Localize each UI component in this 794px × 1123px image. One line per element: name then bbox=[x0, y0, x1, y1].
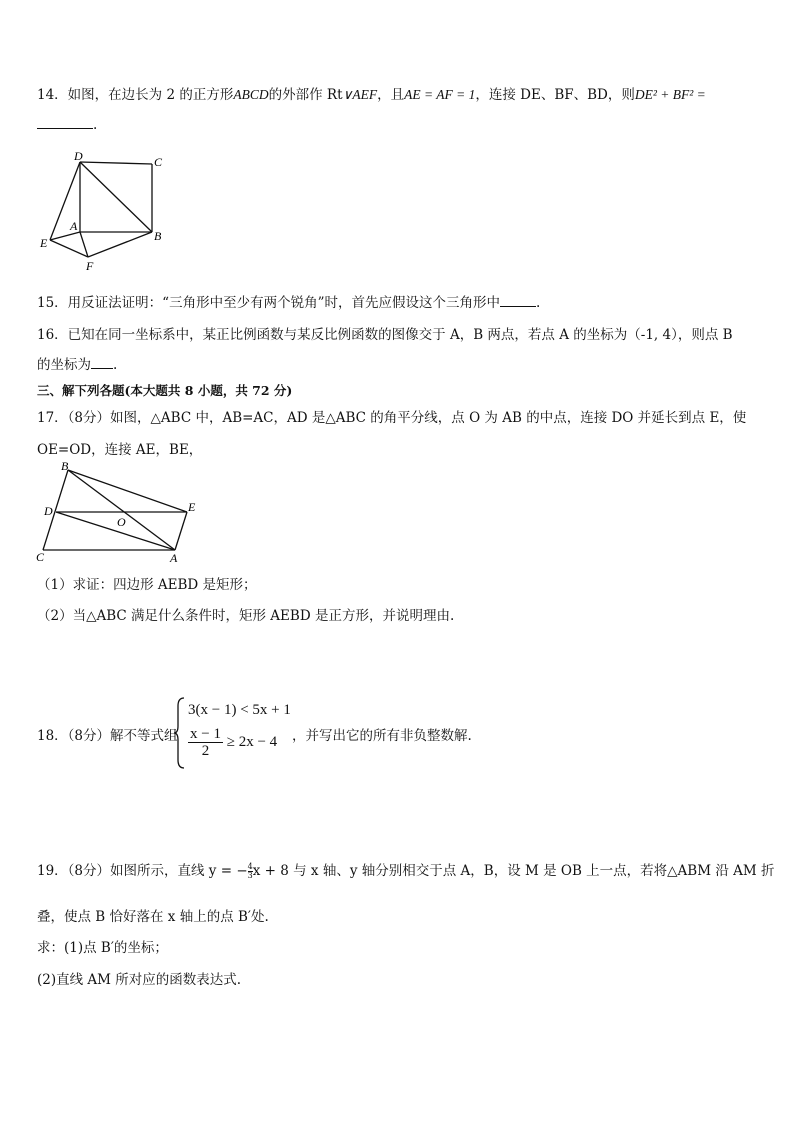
inequality-2-rest: ≥ 2x − 4 bbox=[226, 733, 278, 750]
q14-triangle-name: ∨AEF bbox=[342, 87, 378, 102]
q14-text-c: ，且 bbox=[377, 87, 405, 103]
label-a: A bbox=[70, 219, 78, 233]
q14-expression: DE² + BF² = bbox=[634, 87, 706, 102]
q14-text-b: 的外部作 Rt bbox=[268, 87, 343, 103]
q19-text-a: 19．（8分）如图所示，直线 y = − bbox=[37, 863, 248, 879]
q16-text: 的坐标为 bbox=[37, 357, 91, 373]
q17-line2: OE=OD，连接 AE，BE， bbox=[37, 442, 203, 458]
q14-figure bbox=[30, 150, 180, 280]
edge-db bbox=[80, 162, 152, 232]
q16-period: . bbox=[113, 357, 118, 373]
left-brace-icon bbox=[174, 696, 186, 770]
q19-slope-fraction: $\frac{4}{3}$ bbox=[247, 862, 253, 880]
label-e: E bbox=[40, 236, 48, 250]
q15-text: 15．用反证法证明：“三角形中至少有两个锐角”时，首先应假设这个三角形中 bbox=[37, 295, 500, 311]
q19-text-b: x + 8 与 x 轴、y 轴分别相交于点 A，B，设 M 是 OB 上一点，若将△ABM 沿 AM 折 bbox=[252, 863, 775, 879]
edge-be bbox=[68, 470, 187, 512]
q15-period: . bbox=[535, 295, 541, 311]
q14-line1 bbox=[37, 83, 706, 103]
label-c: C bbox=[36, 550, 45, 564]
q14-text: 14．如图，在边长为 2 的正方形 bbox=[37, 87, 234, 103]
q17-part2: （2）当△ABC 满足什么条件时，矩形 AEBD 是正方形，并说明理由. bbox=[37, 608, 455, 624]
label-f: F bbox=[86, 259, 94, 273]
edge-ae bbox=[50, 232, 80, 240]
edge-ef bbox=[50, 240, 88, 257]
q14-condition: AE = AF = 1 bbox=[404, 87, 476, 102]
label-d: D bbox=[74, 150, 83, 163]
label-d: D bbox=[44, 504, 53, 518]
label-c: C bbox=[154, 155, 163, 169]
inequality-2-fraction: $\frac{x - 1}{2}$ bbox=[190, 726, 221, 759]
edge-fb bbox=[88, 232, 152, 257]
q16-line1: 16．已知在同一坐标系中，某正比例函数与某反比例函数的图像交于 A，B 两点，若点 A 的坐标为（-1, 4），则点 B bbox=[37, 327, 733, 343]
q14-answer-blank: . bbox=[37, 116, 97, 133]
q17-part1: （1）求证：四边形 AEBD 是矩形； bbox=[37, 577, 257, 593]
q17-line1: 17．（8分）如图，△ABC 中，AB=AC，AD 是△ABC 的角平分线，点 O 为 AB 的中点，连接 DO 并延长到点 E，使 bbox=[37, 410, 747, 426]
q19-line1 bbox=[37, 859, 775, 880]
q14-square-name: ABCD bbox=[233, 87, 269, 102]
label-b: B bbox=[61, 460, 69, 473]
edge-dc bbox=[80, 162, 152, 164]
label-b: B bbox=[154, 229, 162, 243]
q19-line3: 求：(1)点 B′的坐标； bbox=[37, 940, 168, 956]
label-e: E bbox=[188, 500, 196, 514]
label-o: O bbox=[117, 515, 126, 529]
q18-prefix: 18．（8分）解不等式组 bbox=[37, 728, 178, 744]
inequality-2 bbox=[188, 726, 277, 759]
q19-line4: (2)直线 AM 所对应的函数表达式. bbox=[37, 972, 242, 988]
q16-line2 bbox=[37, 353, 117, 373]
edge-ba bbox=[68, 470, 175, 550]
q15-line bbox=[37, 291, 540, 311]
inequality-1: 3(x − 1) < 5x + 1 bbox=[188, 702, 291, 718]
q14-text-d: ，连接 DE、BF、BD，则 bbox=[475, 87, 635, 103]
q18-suffix: ，并写出它的所有非负整数解. bbox=[292, 728, 472, 744]
q17-figure bbox=[30, 460, 200, 568]
edge-da bbox=[56, 512, 175, 550]
edge-ea bbox=[175, 512, 187, 550]
label-a: A bbox=[170, 551, 178, 565]
q19-line2: 叠，使点 B 恰好落在 x 轴上的点 B′处. bbox=[37, 909, 269, 925]
section-3-title: 三、解下列各题(本大题共 8 小题，共 72 分) bbox=[37, 383, 293, 398]
